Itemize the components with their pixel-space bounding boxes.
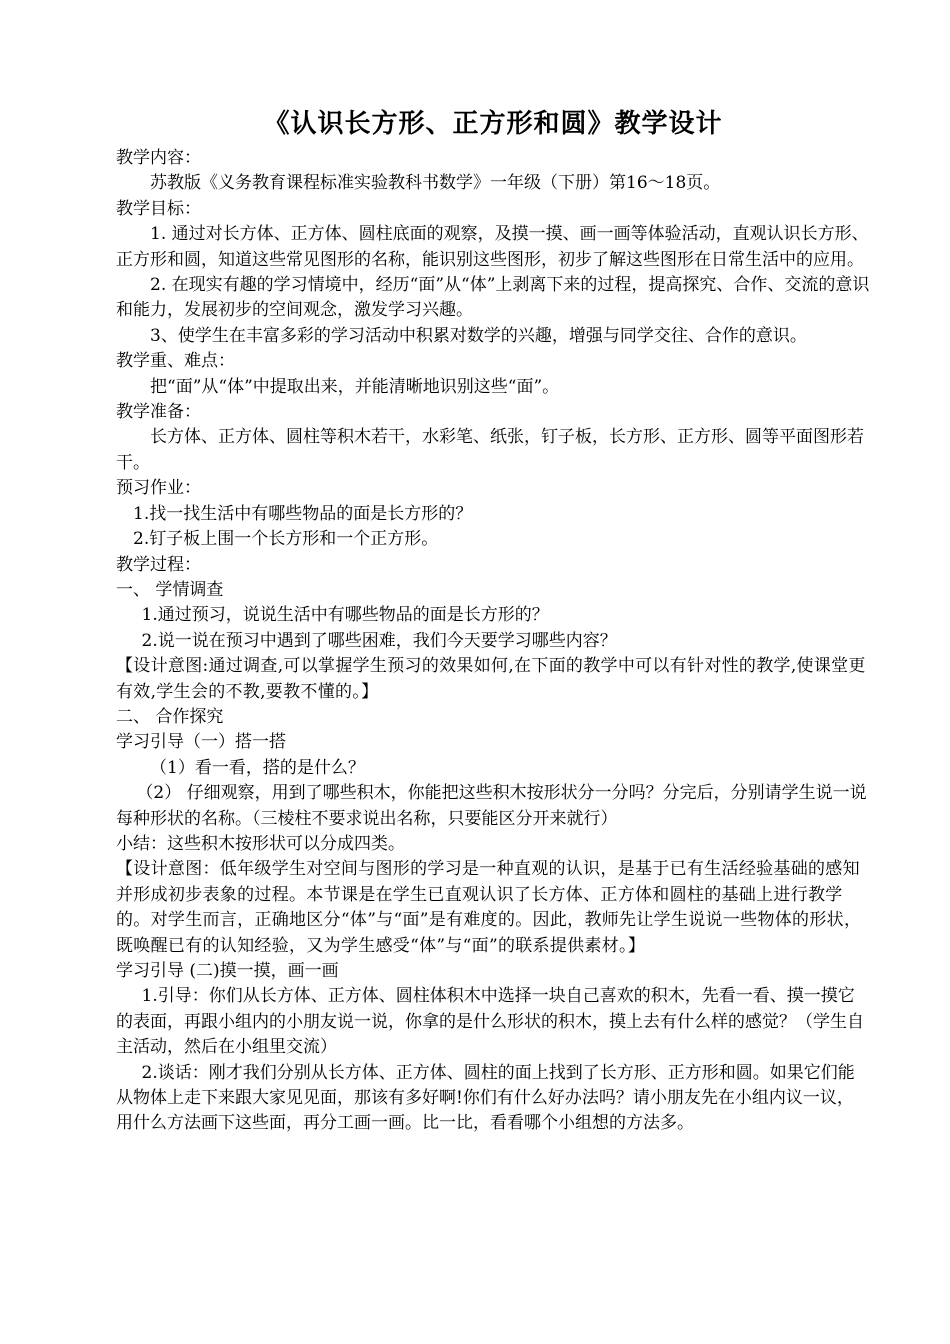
paragraph: 1. 通过对长方体、正方体、圆柱底面的观察，及摸一摸、画一画等体验活动，直观认识长方形、正方形和圆，知道这些常见图形的名称，能识别这些图形，初步了解这些图形在日常生活中的应用。 (116, 224, 869, 270)
paragraph: 【设计意图：低年级学生对空间与图形的学习是一种直观的认识，是基于已有生活经验基础的感知并形成初步表象的过程。本节课是在学生已直观认识了长方体、正方体和圆柱的基础上进行教学的。对学生而言，正确地区分“体”与“面”是有难度的。因此，教师先让学生说说一些物体的形状，既唤醒已有的认知经验，又为学生感受“体”与“面”的联系提供素材。】 (116, 859, 862, 956)
paragraph: 苏教版《义务教育课程标准实验教科书数学》一年级（下册）第16～18页。 (150, 173, 721, 194)
paragraph: 教学重、难点： (116, 351, 235, 372)
paragraph: 学习引导 (二)摸一摸，画一画 (116, 961, 339, 981)
paragraph: 2. 在现实有趣的学习情境中，经历“面”从“体”上剥离下来的过程，提高探究、合作、交流的意识和能力，发展初步的空间观念，激发学习兴趣。 (116, 275, 870, 321)
paragraph: 【设计意图:通过调查,可以掌握学生预习的效果如何,在下面的教学中可以有针对性的教学,使课堂更有效,学生会的不教,要教不懂的。】 (116, 656, 866, 702)
paragraph: 学习引导（一）搭一搭 (116, 732, 286, 753)
document-body (116, 146, 870, 1137)
paragraph: 2.钉子板上围一个长方形和一个正方形。 (133, 529, 439, 550)
paragraph: 2.说一说在预习中遇到了哪些困难，我们今天要学习哪些内容？ (141, 630, 617, 651)
paragraph: 2.谈话：刚才我们分别从长方体、正方体、圆柱的面上找到了长方形、正方形和圆。如果它们能从物体上走下来跟大家见见面，那该有多好啊!你们有什么好办法吗？请小朋友先在小组内议一议，用什么方法画下这些面，再分工画一画。比一比，看看哪个小组想的方法多。 (116, 1062, 855, 1134)
paragraph: 3、使学生在丰富多彩的学习活动中积累对数学的兴趣，增强与同学交往、合作的意识。 (150, 325, 807, 346)
paragraph: 小结：这些积木按形状可以分成四类。 (116, 833, 405, 854)
paragraph: 1.通过预习，说说生活中有哪些物品的面是长方形的？ (141, 605, 549, 626)
paragraph: 教学内容： (116, 148, 201, 168)
paragraph: 把“面”从“体”中提取出来，并能清晰地识别这些“面”。 (150, 376, 560, 397)
paragraph: （2） 仔细观察，用到了哪些积木，你能把这些积木按形状分一分吗？分完后，分别请学生说一说每种形状的名称。（三棱柱不要求说出名称，只要能区分开来就行） (116, 783, 867, 829)
paragraph: 教学目标： (116, 198, 201, 219)
paragraph: 1.引导：你们从长方体、正方体、圆柱体积木中选择一块自己喜欢的积木，先看一看、摸一摸它的表面，再跟小组内的小朋友说一说，你拿的是什么形状的积木，摸上去有什么样的感觉？（学生自主活动，然后在小组里交流） (116, 986, 864, 1058)
paragraph: （1）看一看，搭的是什么？ (150, 757, 365, 778)
paragraph: 二、 合作探究 (116, 706, 224, 727)
paragraph: 一、 学情调查 (116, 579, 224, 600)
paragraph: 教学准备： (116, 402, 201, 423)
paragraph: 长方体、正方体、圆柱等积木若干，水彩笔、纸张，钉子板，长方形、正方形、圆等平面图形若干。 (116, 427, 864, 473)
paragraph: 1.找一找生活中有哪些物品的面是长方形的？ (133, 503, 473, 524)
paragraph: 教学过程： (116, 554, 201, 575)
document-title: 《认识长方形、正方形和圆》教学设计 (263, 109, 723, 139)
paragraph: 预习作业： (116, 478, 201, 499)
